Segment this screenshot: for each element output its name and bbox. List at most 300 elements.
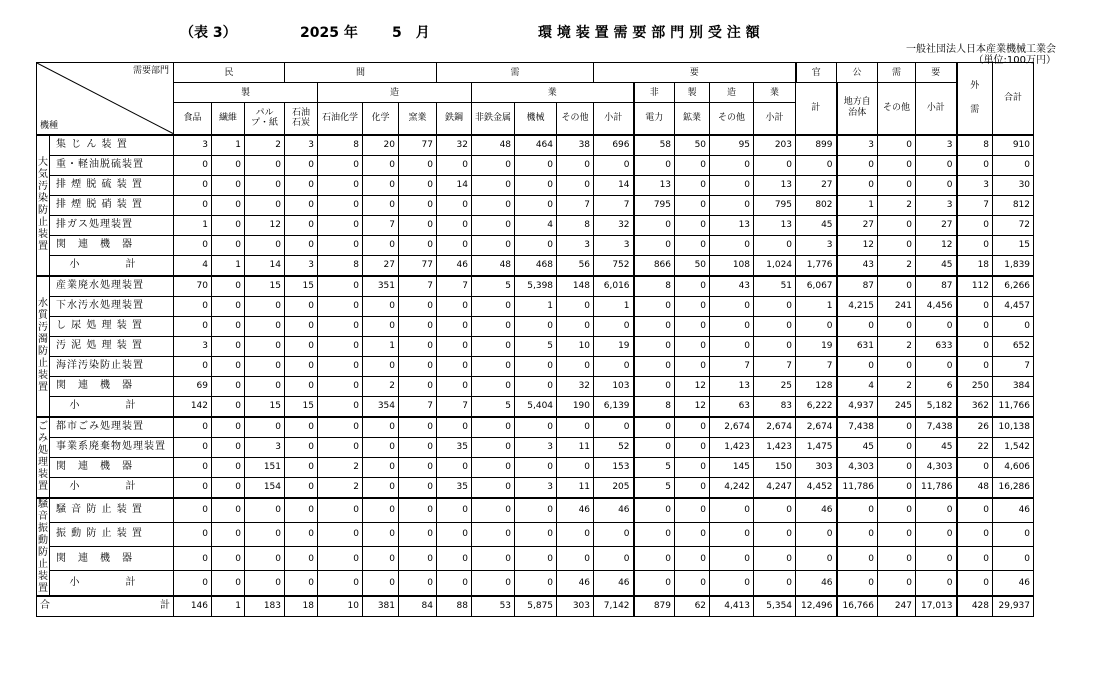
value-cell: 4,303	[916, 457, 957, 477]
value-cell: 0	[472, 376, 515, 396]
value-cell: 0	[437, 498, 472, 523]
value-cell: 6,222	[796, 396, 837, 417]
value-cell: 0	[245, 571, 285, 596]
table-row	[37, 155, 1034, 175]
value-cell: 0	[515, 175, 557, 195]
hdr-oil-coal: 石油石炭	[285, 103, 318, 135]
value-cell: 0	[437, 316, 472, 336]
row-label: 事業系廃棄物処理装置	[50, 437, 174, 457]
value-cell: 631	[837, 336, 878, 356]
value-cell: 27	[916, 215, 957, 235]
value-cell: 0	[174, 296, 212, 316]
value-cell: 0	[878, 316, 916, 336]
value-cell: 1	[363, 336, 399, 356]
value-cell: 77	[399, 255, 437, 276]
value-cell: 0	[437, 457, 472, 477]
value-cell: 0	[472, 417, 515, 438]
value-cell: 0	[634, 155, 675, 175]
table-header	[37, 63, 1034, 135]
value-cell: 362	[957, 396, 993, 417]
value-cell: 0	[212, 155, 245, 175]
group-label: ごみ処理装置	[37, 417, 50, 498]
value-cell: 0	[285, 376, 318, 396]
value-cell: 0	[957, 235, 993, 255]
report-title: 環 境 装 置 需 要 部 門 別 受 注 額	[538, 25, 760, 41]
subtotal-row	[37, 255, 1034, 276]
value-cell: 70	[174, 276, 212, 297]
subtotal-label: 小 計	[50, 477, 174, 498]
value-cell: 0	[634, 235, 675, 255]
table-row	[37, 498, 1034, 523]
value-cell: 27	[837, 215, 878, 235]
value-cell: 17,013	[916, 596, 957, 617]
value-cell: 2	[245, 135, 285, 156]
value-cell: 4,247	[754, 477, 796, 498]
value-cell: 0	[212, 276, 245, 297]
value-cell: 46	[594, 571, 634, 596]
value-cell: 0	[796, 155, 837, 175]
value-cell: 0	[363, 571, 399, 596]
value-cell: 303	[796, 457, 837, 477]
value-cell: 0	[710, 498, 754, 523]
value-cell: 46	[594, 498, 634, 523]
value-cell: 12	[675, 376, 710, 396]
value-cell: 103	[594, 376, 634, 396]
value-cell: 0	[878, 235, 916, 255]
value-cell: 50	[675, 135, 710, 156]
hdr-hi-zou: 造	[710, 83, 754, 103]
value-cell: 15	[285, 276, 318, 297]
value-cell: 0	[675, 522, 710, 546]
hdr-ceramic: 窯業	[399, 103, 437, 135]
grand-total-label-left: 合	[40, 600, 50, 611]
value-cell: 0	[634, 498, 675, 523]
value-cell: 46	[796, 498, 837, 523]
value-cell: 0	[957, 316, 993, 336]
value-cell: 0	[285, 571, 318, 596]
value-cell: 14	[437, 175, 472, 195]
value-cell: 1,024	[754, 255, 796, 276]
value-cell: 16,766	[837, 596, 878, 617]
value-cell: 0	[245, 498, 285, 523]
value-cell: 0	[285, 417, 318, 438]
value-cell: 0	[594, 546, 634, 570]
row-label: 重・軽油脱硫装置	[50, 155, 174, 175]
value-cell: 6,016	[594, 276, 634, 297]
value-cell: 0	[363, 522, 399, 546]
organization-name: 一般社団法人日本産業機械工業会	[906, 44, 1056, 55]
value-cell: 0	[437, 195, 472, 215]
value-cell: 5,875	[515, 596, 557, 617]
value-cell: 0	[285, 316, 318, 336]
value-cell: 0	[916, 175, 957, 195]
hdr-nonferrous: 非鉄金属	[472, 103, 515, 135]
value-cell: 0	[318, 235, 363, 255]
value-cell: 3	[916, 195, 957, 215]
value-cell: 8	[957, 135, 993, 156]
value-cell: 148	[557, 276, 594, 297]
value-cell: 0	[878, 215, 916, 235]
table-row	[37, 135, 1034, 156]
value-cell: 0	[515, 498, 557, 523]
table-row	[37, 376, 1034, 396]
value-cell: 0	[675, 175, 710, 195]
value-cell: 205	[594, 477, 634, 498]
value-cell: 0	[675, 477, 710, 498]
row-label: 騒 音 防 止 装 置	[50, 498, 174, 523]
value-cell: 0	[957, 571, 993, 596]
value-cell: 0	[399, 477, 437, 498]
value-cell: 72	[993, 215, 1034, 235]
value-cell: 866	[634, 255, 675, 276]
value-cell: 0	[710, 336, 754, 356]
value-cell: 0	[437, 417, 472, 438]
value-cell: 0	[878, 457, 916, 477]
value-cell: 7,438	[916, 417, 957, 438]
value-cell: 0	[245, 522, 285, 546]
value-cell: 2	[318, 477, 363, 498]
value-cell: 0	[878, 356, 916, 376]
value-cell: 0	[245, 316, 285, 336]
value-cell: 0	[174, 477, 212, 498]
orders-table	[36, 62, 1034, 617]
value-cell: 0	[472, 195, 515, 215]
kishu-label: 機種	[40, 120, 59, 131]
value-cell: 13	[710, 215, 754, 235]
hdr-steel: 鉄鋼	[437, 103, 472, 135]
hdr-machine: 機械	[515, 103, 557, 135]
value-cell: 0	[675, 296, 710, 316]
value-cell: 1,423	[754, 437, 796, 457]
row-label: 排 煙 脱 硝 装 置	[50, 195, 174, 215]
value-cell: 0	[634, 356, 675, 376]
value-cell: 7	[437, 276, 472, 297]
value-cell: 0	[437, 215, 472, 235]
value-cell: 428	[957, 596, 993, 617]
value-cell: 0	[212, 437, 245, 457]
value-cell: 153	[594, 457, 634, 477]
hdr-kan-ju: 需	[878, 63, 916, 83]
hdr-mining: 鉱業	[675, 103, 710, 135]
report-month: 5 月	[392, 25, 430, 41]
value-cell: 2	[878, 195, 916, 215]
value-cell: 46	[437, 255, 472, 276]
value-cell: 7	[993, 356, 1034, 376]
value-cell: 0	[675, 356, 710, 376]
value-cell: 0	[318, 215, 363, 235]
value-cell: 0	[399, 336, 437, 356]
value-cell: 10,138	[993, 417, 1034, 438]
value-cell: 83	[754, 396, 796, 417]
value-cell: 7	[957, 195, 993, 215]
value-cell: 12	[837, 235, 878, 255]
value-cell: 0	[837, 571, 878, 596]
value-cell: 0	[399, 571, 437, 596]
value-cell: 0	[399, 175, 437, 195]
value-cell: 1	[174, 215, 212, 235]
hdr-power: 電力	[634, 103, 675, 135]
value-cell: 0	[245, 155, 285, 175]
value-cell: 0	[399, 155, 437, 175]
value-cell: 0	[245, 235, 285, 255]
table-row	[37, 175, 1034, 195]
hdr-kan-other: その他	[878, 83, 916, 135]
value-cell: 0	[212, 215, 245, 235]
value-cell: 26	[957, 417, 993, 438]
value-cell: 0	[916, 316, 957, 336]
value-cell: 0	[399, 235, 437, 255]
value-cell: 0	[212, 356, 245, 376]
value-cell: 3	[557, 235, 594, 255]
value-cell: 0	[212, 336, 245, 356]
row-label: 関 連 機 器	[50, 546, 174, 570]
value-cell: 15	[993, 235, 1034, 255]
hdr-kan-subtotal: 小計	[916, 83, 957, 135]
value-cell: 0	[634, 522, 675, 546]
value-cell: 12	[916, 235, 957, 255]
value-cell: 43	[710, 276, 754, 297]
value-cell: 0	[363, 546, 399, 570]
value-cell: 0	[710, 522, 754, 546]
value-cell: 0	[710, 175, 754, 195]
value-cell: 5,354	[754, 596, 796, 617]
value-cell: 0	[837, 498, 878, 523]
value-cell: 43	[837, 255, 878, 276]
value-cell: 84	[399, 596, 437, 617]
value-cell: 752	[594, 255, 634, 276]
value-cell: 0	[212, 316, 245, 336]
value-cell: 112	[957, 276, 993, 297]
hdr-chiho: 地方自治体	[837, 83, 878, 135]
value-cell: 13	[710, 376, 754, 396]
value-cell: 7	[363, 215, 399, 235]
value-cell: 0	[594, 417, 634, 438]
group-label: 水質汚濁防止装置	[37, 276, 50, 417]
value-cell: 4,937	[837, 396, 878, 417]
value-cell: 0	[634, 546, 675, 570]
value-cell: 0	[245, 336, 285, 356]
value-cell: 0	[878, 437, 916, 457]
value-cell: 0	[796, 522, 837, 546]
value-cell: 0	[318, 155, 363, 175]
value-cell: 0	[472, 437, 515, 457]
subtotal-label: 小 計	[50, 255, 174, 276]
value-cell: 12,496	[796, 596, 837, 617]
value-cell: 0	[754, 155, 796, 175]
value-cell: 0	[675, 437, 710, 457]
value-cell: 0	[212, 546, 245, 570]
value-cell: 0	[212, 498, 245, 523]
value-cell: 0	[710, 155, 754, 175]
value-cell: 8	[318, 135, 363, 156]
value-cell: 812	[993, 195, 1034, 215]
value-cell: 0	[285, 356, 318, 376]
value-cell: 1,839	[993, 255, 1034, 276]
value-cell: 11	[557, 437, 594, 457]
table-row	[37, 417, 1034, 438]
value-cell: 108	[710, 255, 754, 276]
value-cell: 3	[515, 477, 557, 498]
value-cell: 0	[515, 356, 557, 376]
value-cell: 0	[285, 155, 318, 175]
value-cell: 0	[363, 437, 399, 457]
value-cell: 0	[472, 477, 515, 498]
value-cell: 0	[675, 498, 710, 523]
value-cell: 77	[399, 135, 437, 156]
value-cell: 0	[363, 175, 399, 195]
value-cell: 0	[594, 356, 634, 376]
value-cell: 14	[594, 175, 634, 195]
value-cell: 0	[399, 437, 437, 457]
value-cell: 3	[957, 175, 993, 195]
grand-total-row	[37, 596, 1034, 617]
value-cell: 0	[957, 215, 993, 235]
hdr-petrochem: 石油化学	[318, 103, 363, 135]
value-cell: 0	[472, 356, 515, 376]
value-cell: 62	[675, 596, 710, 617]
value-cell: 0	[285, 522, 318, 546]
value-cell: 0	[363, 316, 399, 336]
value-cell: 1	[594, 296, 634, 316]
value-cell: 0	[837, 356, 878, 376]
value-cell: 150	[754, 457, 796, 477]
value-cell: 4	[515, 215, 557, 235]
value-cell: 6,067	[796, 276, 837, 297]
value-cell: 15	[285, 396, 318, 417]
value-cell: 303	[557, 596, 594, 617]
value-cell: 0	[754, 571, 796, 596]
value-cell: 464	[515, 135, 557, 156]
value-cell: 0	[557, 417, 594, 438]
value-cell: 0	[878, 417, 916, 438]
value-cell: 0	[557, 316, 594, 336]
value-cell: 0	[634, 417, 675, 438]
value-cell: 0	[710, 235, 754, 255]
value-cell: 0	[878, 175, 916, 195]
value-cell: 5	[515, 336, 557, 356]
value-cell: 0	[245, 546, 285, 570]
value-cell: 11,786	[916, 477, 957, 498]
value-cell: 10	[318, 596, 363, 617]
value-cell: 0	[285, 296, 318, 316]
value-cell: 6	[916, 376, 957, 396]
value-cell: 0	[174, 235, 212, 255]
row-label: 関 連 機 器	[50, 376, 174, 396]
hdr-kan-you: 要	[916, 63, 957, 83]
value-cell: 0	[710, 296, 754, 316]
value-cell: 0	[754, 336, 796, 356]
row-label: 産業廃水処理装置	[50, 276, 174, 297]
value-cell: 0	[916, 498, 957, 523]
table-row	[37, 276, 1034, 297]
value-cell: 87	[837, 276, 878, 297]
value-cell: 25	[754, 376, 796, 396]
row-label: し 尿 処 理 装 置	[50, 316, 174, 336]
value-cell: 4	[174, 255, 212, 276]
value-cell: 48	[957, 477, 993, 498]
value-cell: 4	[837, 376, 878, 396]
value-cell: 45	[916, 255, 957, 276]
value-cell: 87	[916, 276, 957, 297]
value-cell: 146	[174, 596, 212, 617]
value-cell: 0	[754, 296, 796, 316]
value-cell: 63	[710, 396, 754, 417]
value-cell: 14	[245, 255, 285, 276]
value-cell: 0	[174, 571, 212, 596]
hdr-gaiju	[957, 63, 993, 135]
table-row	[37, 546, 1034, 570]
table-number: （表 3）	[180, 25, 237, 41]
value-cell: 1,423	[710, 437, 754, 457]
value-cell: 0	[212, 296, 245, 316]
value-cell: 50	[675, 255, 710, 276]
value-cell: 0	[754, 522, 796, 546]
value-cell: 3	[174, 336, 212, 356]
value-cell: 13	[754, 175, 796, 195]
value-cell: 0	[285, 215, 318, 235]
value-cell: 8	[318, 255, 363, 276]
value-cell: 0	[557, 356, 594, 376]
value-cell: 0	[399, 417, 437, 438]
value-cell: 0	[472, 155, 515, 175]
value-cell: 45	[916, 437, 957, 457]
value-cell: 0	[437, 546, 472, 570]
value-cell: 6,139	[594, 396, 634, 417]
value-cell: 4,413	[710, 596, 754, 617]
value-cell: 0	[634, 215, 675, 235]
value-cell: 2	[878, 376, 916, 396]
value-cell: 0	[399, 316, 437, 336]
value-cell: 0	[515, 376, 557, 396]
value-cell: 0	[318, 522, 363, 546]
value-cell: 142	[174, 396, 212, 417]
value-cell: 0	[515, 417, 557, 438]
value-cell: 7	[399, 276, 437, 297]
value-cell: 3	[515, 437, 557, 457]
value-cell: 0	[557, 175, 594, 195]
value-cell: 0	[174, 356, 212, 376]
value-cell: 0	[634, 296, 675, 316]
value-cell: 0	[515, 457, 557, 477]
subtotal-row	[37, 396, 1034, 417]
value-cell: 0	[957, 457, 993, 477]
value-cell: 0	[754, 498, 796, 523]
value-cell: 0	[212, 396, 245, 417]
value-cell: 16,286	[993, 477, 1034, 498]
value-cell: 0	[675, 195, 710, 215]
value-cell: 35	[437, 477, 472, 498]
value-cell: 0	[437, 336, 472, 356]
value-cell: 5,182	[916, 396, 957, 417]
value-cell: 1	[212, 135, 245, 156]
value-cell: 0	[437, 296, 472, 316]
value-cell: 0	[916, 356, 957, 376]
value-cell: 30	[993, 175, 1034, 195]
value-cell: 0	[675, 235, 710, 255]
value-cell: 633	[916, 336, 957, 356]
value-cell: 0	[515, 546, 557, 570]
value-cell: 0	[634, 316, 675, 336]
value-cell: 0	[675, 571, 710, 596]
value-cell: 0	[285, 437, 318, 457]
value-cell: 0	[318, 336, 363, 356]
value-cell: 0	[634, 571, 675, 596]
value-cell: 468	[515, 255, 557, 276]
value-cell: 899	[796, 135, 837, 156]
value-cell: 0	[993, 316, 1034, 336]
value-cell: 0	[837, 316, 878, 336]
value-cell: 2,674	[754, 417, 796, 438]
